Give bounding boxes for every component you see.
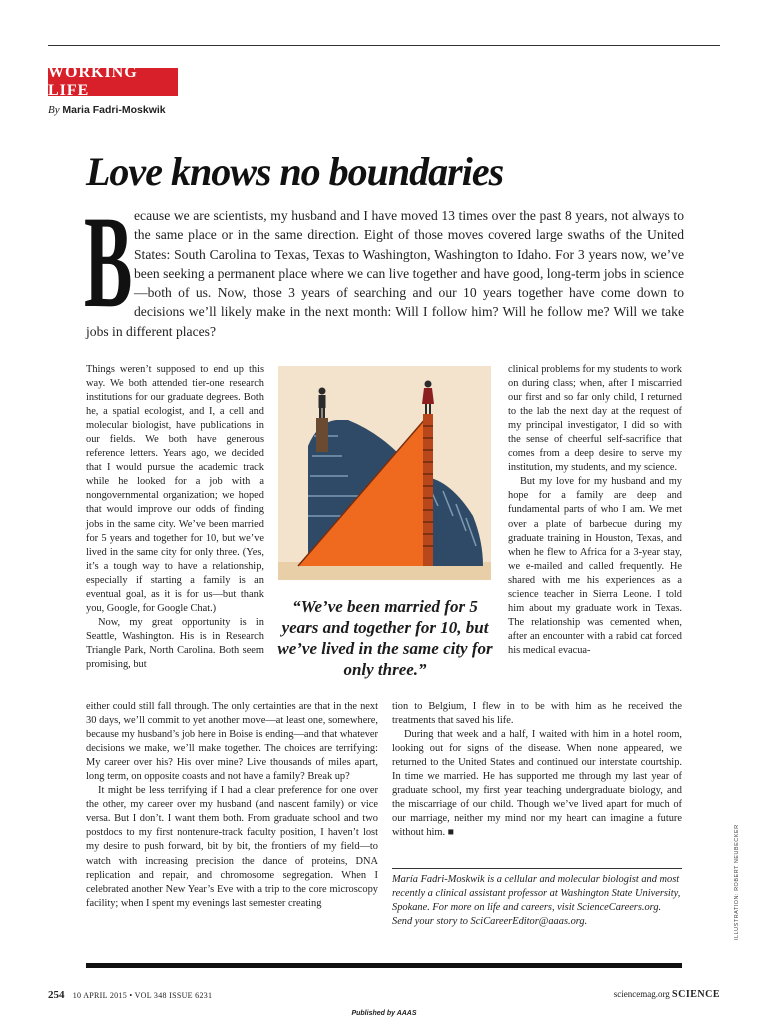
- paragraph: It might be less terrifying if I had a clear preference for one over the other, my career over my husband (and nascent family) or vice versa. But I don’t. I want them both. From graduate school and two postdocs to my first nontenure-track faculty position, I haven’t lost my desire to push forward, bit by bit, the frontiers of my field—to watch with increasing precision the dance of proteins, DNA replication and repair, and chromosome segregation. When I celebrated another New Year’s Eve with a trip to the core microscopy facility; when I spent my evenings last semester creating: [86, 785, 378, 909]
- intro-paragraph: [84, 188, 684, 341]
- byline-author: Maria Fadri-Moskwik: [62, 104, 166, 116]
- section-tag: WORKING LIFE: [48, 68, 178, 96]
- paragraph: Things weren’t supposed to end up this way. We both attended tier-one research institutions for our graduate degrees. Both he, a spatial ecologist, and I, a cell and molecular biologist, have publications in our fields. We both have generous reference letters. Years ago, we decided that I would pursue the academic track while he looked for a job with a nongovernmental organization; we hoped that would improve our odds of finding jobs in the same city. We’ve been married for 5 years and together for 10, but we’ve lived in the same city for only three. (Yes, it’s a tough way to have a relationship, especially if starting a family is an eventual goal, as it is for us—but thank you, Google, for Google Chat.): [86, 364, 264, 614]
- paragraph: Now, my great opportunity is in Seattle, Washington. His is in Research Triangle Park, North Carolina. Both seem promising, but: [86, 616, 264, 670]
- column-2-continued: [392, 700, 682, 840]
- publisher-line: Published by AAAS: [351, 1010, 417, 1017]
- paragraph: But my love for my husband and my hope for a family are deep and fundamental parts of who I am. We met over a plate of barbecue during my graduate training in Houston, Texas, and when he flew to Africa for a 3-year stay, we e-mailed and called frequently. He shared with me his experiences as a science teacher in Sierra Leone. I told him about my graduate work in Texas. The relationship was cemented when, after an encounter with a rabid cat forced his medical evacua-: [508, 476, 682, 656]
- tower: [423, 414, 433, 566]
- bottom-rule: [86, 963, 682, 968]
- footer-left: [48, 989, 212, 1001]
- column-3: [508, 363, 682, 658]
- byline-prefix: By: [48, 104, 60, 116]
- paragraph: either could still fall through. The only certainties are that in the next 30 days, we’ll commit to yet another move—at least one, somewhere, because my husband’s job here in Boise is ending—and that whatever decisions we make, we’ll make together. The choices are terrifying: My career over his? His over mine? Live thousands of miles apart, long term, on opposite coasts and not have a family? Break up?: [86, 701, 378, 783]
- left-pillar: [316, 418, 328, 452]
- drop-cap: B: [84, 188, 133, 335]
- footer-site: sciencemag.org: [613, 989, 670, 999]
- page-number: 254: [48, 989, 65, 1001]
- illustration-credit: ILLUSTRATION: ROBERT NEUBECKER: [734, 824, 740, 940]
- top-rule: [48, 45, 720, 46]
- bio-rule: [392, 868, 682, 869]
- author-bio: María Fadri-Moskwik is a cellular and molecular biologist and most recently a clinical assistant professor at Washington State University, Spokane. For more on life and careers, visit ScienceCareers.org. Send your story to SciCareerEditor@aaas.org.: [392, 874, 681, 928]
- staircase-illustration: [278, 366, 491, 580]
- paragraph: tion to Belgium, I flew in to be with him as he received the treatments that saved his life.: [392, 701, 682, 727]
- paragraph: clinical problems for my students to work on during class; when, after I miscarried our first and so far only child, I returned to the lab the next day at the request of my principal investigator, I did so with the sense of cheerful self-sacrifice that comes from a deep desire to serve my institution, my students, and my science.: [508, 364, 682, 474]
- byline: [48, 104, 166, 116]
- paragraph: During that week and a half, I waited with him in a hotel room, looking out for signs of the disease. When none appeared, we returned to the United States and continued our interstate courtship. In time we married. He has supported me through my last year of graduate school, my first year teaching undergraduate biology, and the miscarriage of our child. Though we’ve lived apart for much of our marriage, neither my mind nor my heart can imagine a future without him. ■: [392, 729, 682, 839]
- pull-quote: “We’ve been married for 5 years and together for 10, but we’ve lived in the same city for only three.”: [277, 597, 493, 679]
- issue-info: 10 APRIL 2015 • VOL 348 ISSUE 6231: [72, 991, 213, 1000]
- column-1-continued: [86, 700, 378, 911]
- footer-right: [614, 989, 720, 1000]
- column-1: [86, 363, 264, 672]
- journal-name: SCIENCE: [672, 989, 720, 1000]
- intro-text: ecause we are scientists, my husband and I have moved 13 times over the past 8 years, not always to the same place or in the same direction. Eight of those moves covered large swaths of the United States: South Carolina to Texas, Texas to Washington, Washington to Idaho. For 3 years now, we’ve been seeking a permanent place where we can live together and have good, long-term jobs in science—both of us. Now, those 3 years of searching and our 10 years together have come down to decisions we’ll likely make in the next month: Will I follow him? Will he follow me? Will we take jobs in different places?: [86, 208, 684, 339]
- headline: Love knows no boundaries: [86, 149, 504, 194]
